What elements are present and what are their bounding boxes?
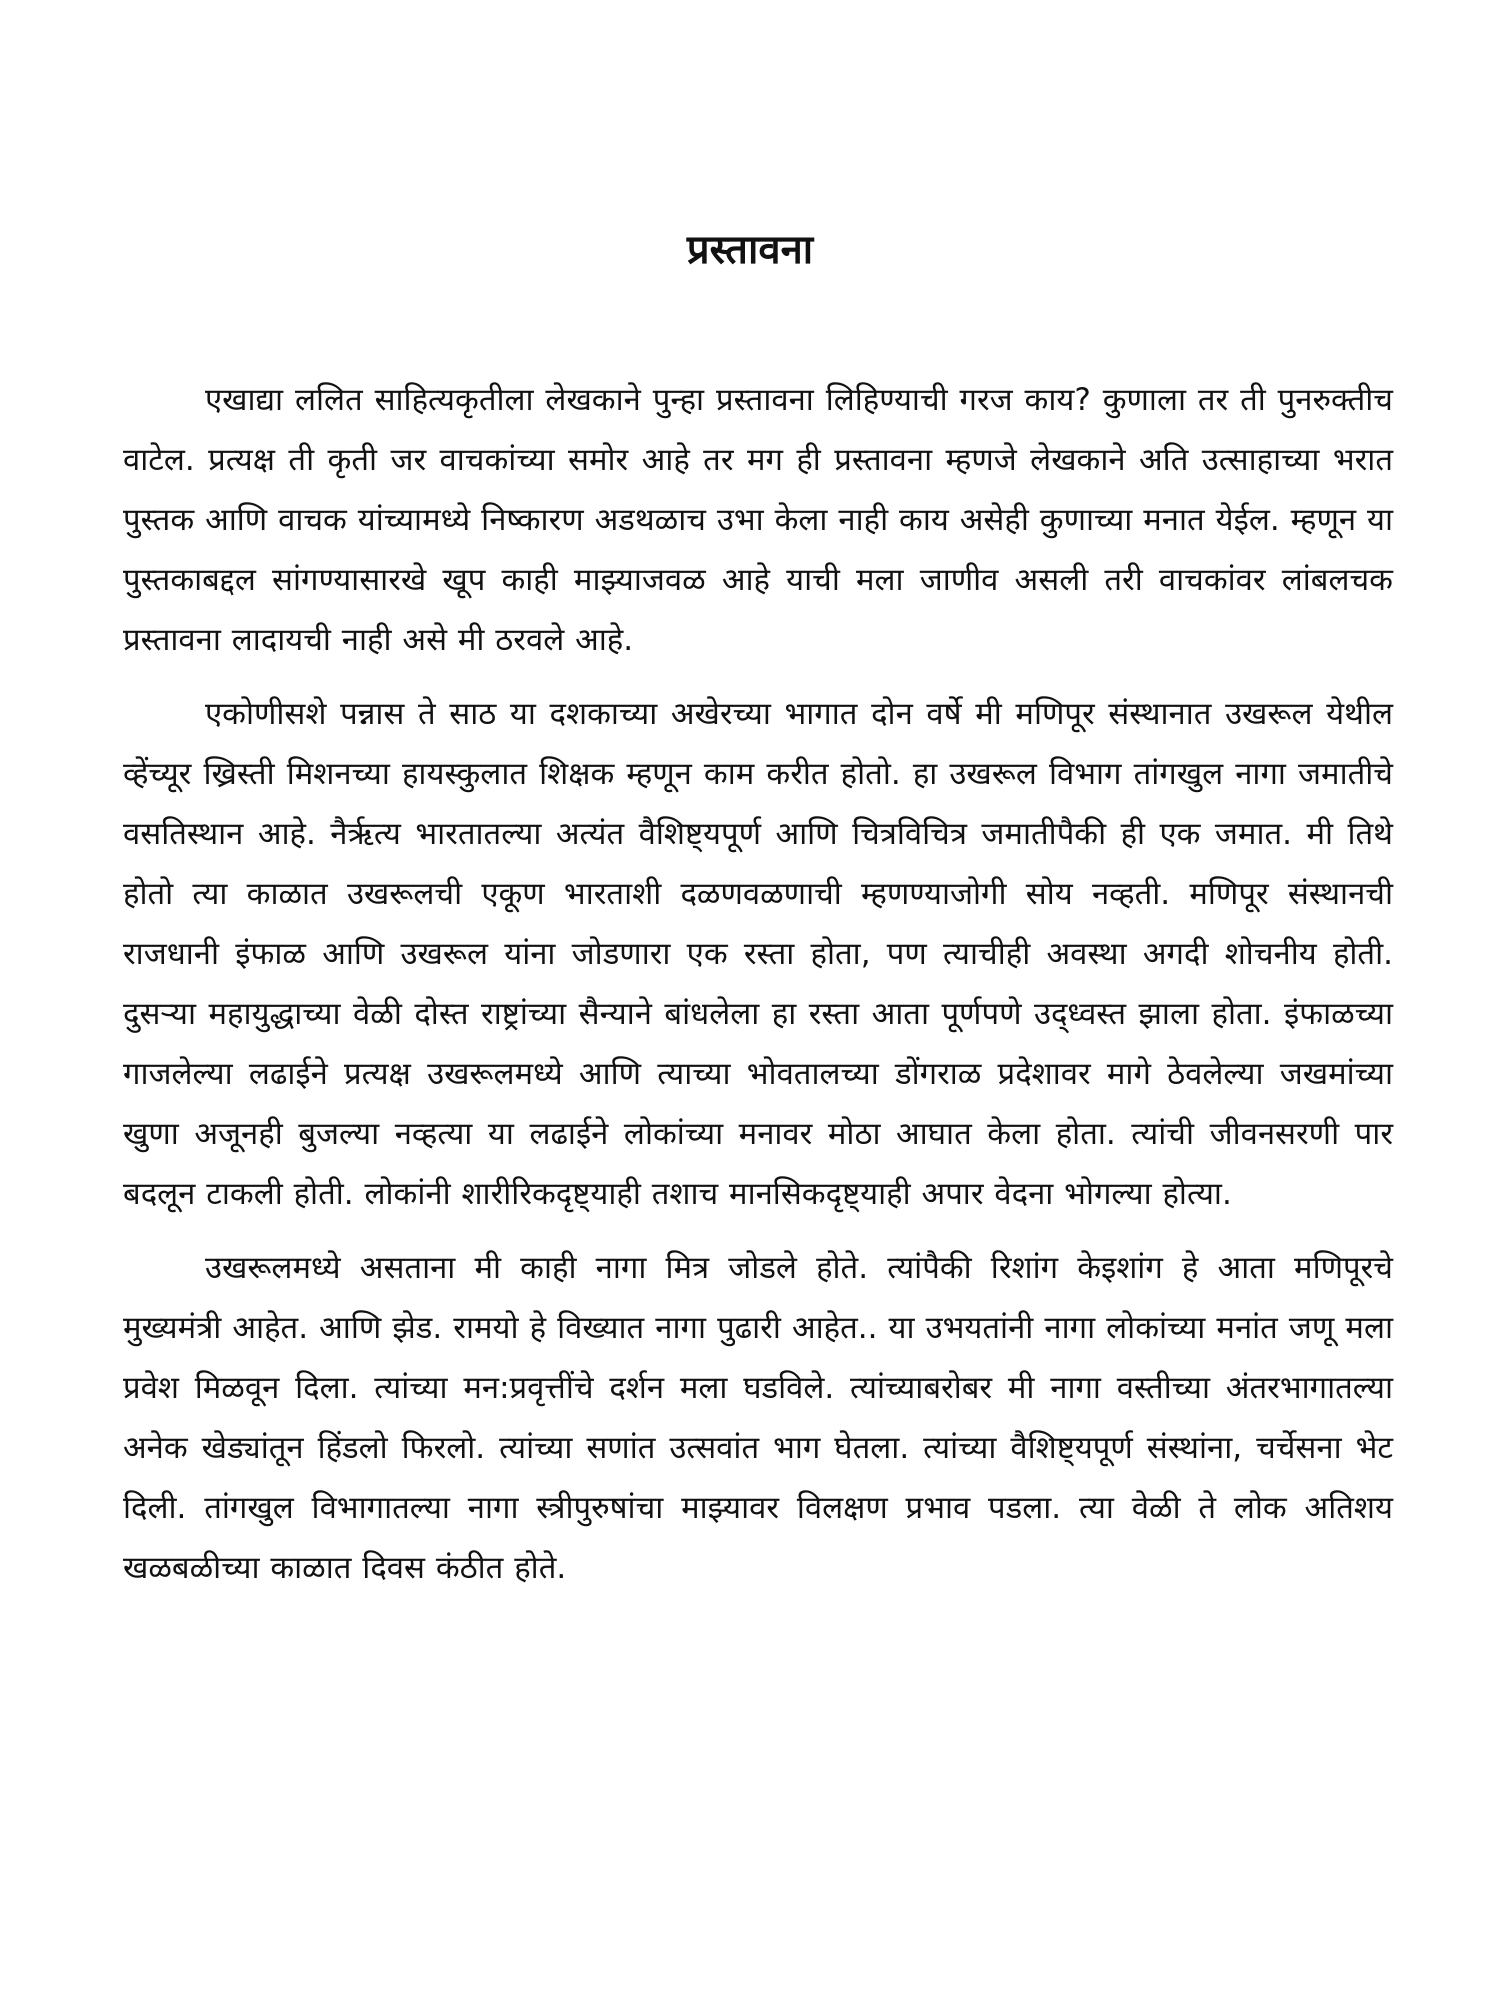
paragraph-3: उखरूलमध्ये असताना मी काही नागा मित्र जोडले होते. त्यांपैकी रिशांग केइशांग हे आता मणिपूरचे मुख्यमंत्री आहेत. आणि झेड. रामयो हे विख्यात नागा पुढारी आहेत.. या उभयतांनी नागा लोकांच्या मनांत जणू मला प्रवेश मिळवून दिला. त्यांच्या मन:प्रवृत्तींचे दर्शन मला घडविले. त्यांच्याबरोबर मी नागा वस्तीच्या अंतरभागातल्या अनेक खेड्यांतून हिंडलो फिरलो. त्यांच्या सणांत उत्सवांत भाग घेतला. त्यांच्या वैशिष्ट्यपूर्ण संस्थांना, चर्चेसना भेट दिली. तांगखुल विभागातल्या नागा स्त्रीपुरुषांचा माझ्यावर विलक्षण प्रभाव पडला. त्या वेळी ते लोक अतिशय खळबळीच्या काळात दिवस कंठीत होते. <box>123 1250 1393 1586</box>
paragraph-2: एकोणीसशे पन्नास ते साठ या दशकाच्या अखेरच्या भागात दोन वर्षे मी मणिपूर संस्थानात उखरूल येथील व्हेंच्यूर ख्रिस्ती मिशनच्या हायस्कुलात शिक्षक म्हणून काम करीत होतो. हा उखरूल विभाग तांगखुल नागा जमातीचे वसतिस्थान आहे. नैर्ऋत्य भारतातल्या अत्यंत वैशिष्ट्यपूर्ण आणि चित्रविचित्र जमातीपैकी ही एक जमात. मी तिथे होतो त्या काळात उखरूलची एकूण भारताशी दळणवळणाची म्हणण्याजोगी सोय नव्हती. मणिपूर संस्थानची राजधानी इंफाळ आणि उखरूल यांना जोडणारा एक रस्ता होता, पण त्याचीही अवस्था अगदी शोचनीय होती. दुसऱ्या महायुद्धाच्या वेळी दोस्त राष्ट्रांच्या सैन्याने बांधलेला हा रस्ता आता पूर्णपणे उद्ध्वस्त झाला होता. इंफाळच्या गाजलेल्या लढाईने प्रत्यक्ष उखरूलमध्ये आणि त्याच्या भोवतालच्या डोंगराळ प्रदेशावर मागे ठेवलेल्या जखमांच्या खुणा अजूनही बुजल्या नव्हत्या या लढाईने लोकांच्या मनावर मोठा आघात केला होता. त्यांची जीवनसरणी पार बदलून टाकली होती. लोकांनी शारीरिकदृष्ट्याही तशाच मानसिकदृष्ट्याही अपार वेदना भोगल्या होत्या. <box>123 696 1393 1212</box>
paragraph-1: एखाद्या ललित साहित्यकृतीला लेखकाने पुन्हा प्रस्तावना लिहिण्याची गरज काय? कुणाला तर ती पुनरुक्तीच वाटेल. प्रत्यक्ष ती कृती जर वाचकांच्या समोर आहे तर मग ही प्रस्तावना म्हणजे लेखकाने अति उत्साहाच्या भरात पुस्तक आणि वाचक यांच्यामध्ये निष्कारण अडथळाच उभा केला नाही काय असेही कुणाच्या मनात येईल. म्हणून या पुस्तकाबद्दल सांगण्यासारखे खूप काही माझ्याजवळ आहे याची मला जाणीव असली तरी वाचकांवर लांबलचक प्रस्तावना लादायची नाही असे मी ठरवले आहे. <box>123 382 1393 658</box>
body-text <box>123 370 1393 1612</box>
page-title: प्रस्तावना <box>686 227 814 273</box>
